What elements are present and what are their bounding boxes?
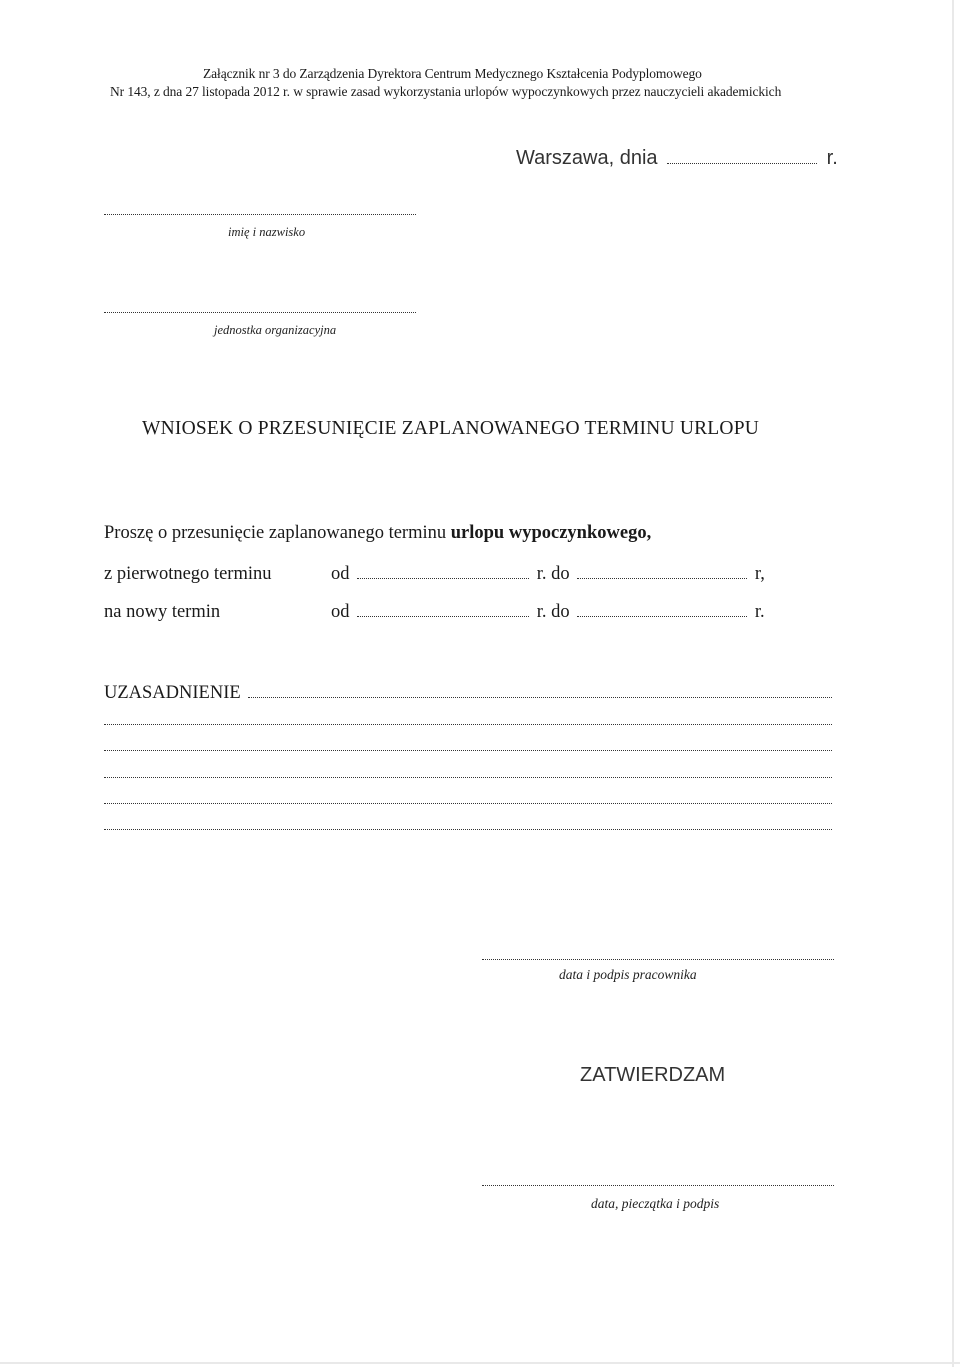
unit-caption: jednostka organizacyjna <box>214 323 337 337</box>
new-to-field[interactable] <box>577 616 747 617</box>
document-title: WNIOSEK O PRZESUNIĘCIE ZAPLANOWANEGO TERMINU URLOPU <box>142 418 760 439</box>
original-term-label: z pierwotnego terminu <box>104 564 272 584</box>
place-date-prefix: Warszawa, dnia <box>516 147 658 169</box>
justification-line-5[interactable] <box>104 829 832 830</box>
new-from-label: od <box>331 602 350 622</box>
justification-line-0[interactable] <box>248 697 832 698</box>
original-from-label: od <box>331 564 350 584</box>
header-line-1: Załącznik nr 3 do Zarządzenia Dyrektora Centrum Medycznego Kształcenia Podyplomowego <box>203 66 702 81</box>
new-term-label: na nowy termin <box>104 602 221 622</box>
new-from-field[interactable] <box>357 616 529 617</box>
original-term-row <box>331 564 765 585</box>
new-end: r. <box>754 602 765 622</box>
justification-line-1[interactable] <box>104 724 832 725</box>
original-end: r, <box>754 564 765 584</box>
place-date <box>516 147 838 170</box>
place-date-suffix: r. <box>826 147 838 169</box>
new-to-label: r. do <box>536 602 570 622</box>
original-to-field[interactable] <box>577 578 747 579</box>
original-to-label: r. do <box>536 564 570 584</box>
approval-label: ZATWIERDZAM <box>580 1064 726 1086</box>
justification-line-3[interactable] <box>104 777 832 778</box>
approver-signature-caption: data, pieczątka i podpis <box>591 1196 720 1211</box>
justification-label: UZASADNIENIE <box>104 683 241 703</box>
request-intro-text: Proszę o przesunięcie zaplanowanego terminu <box>104 523 447 543</box>
page-right-edge <box>952 0 954 1367</box>
unit-field[interactable] <box>104 312 416 313</box>
approver-signature-field[interactable] <box>482 1185 834 1186</box>
header-line-2: Nr 143, z dna 27 listopada 2012 r. w sprawie zasad wykorzystania urlopów wypoczynkowych przez nauczycieli akademickich <box>110 84 782 99</box>
original-from-field[interactable] <box>357 578 529 579</box>
request-intro-bold: urlopu wypoczynkowego, <box>450 523 652 543</box>
justification-line-4[interactable] <box>104 803 832 804</box>
employee-signature-field[interactable] <box>482 959 834 960</box>
page-bottom-edge <box>0 1362 960 1364</box>
new-term-row <box>331 602 765 623</box>
employee-signature-caption: data i podpis pracownika <box>559 967 697 982</box>
name-caption: imię i nazwisko <box>228 225 306 239</box>
request-intro <box>104 523 651 544</box>
justification-line-2[interactable] <box>104 750 832 751</box>
date-field[interactable] <box>667 163 817 164</box>
name-field[interactable] <box>104 214 416 215</box>
